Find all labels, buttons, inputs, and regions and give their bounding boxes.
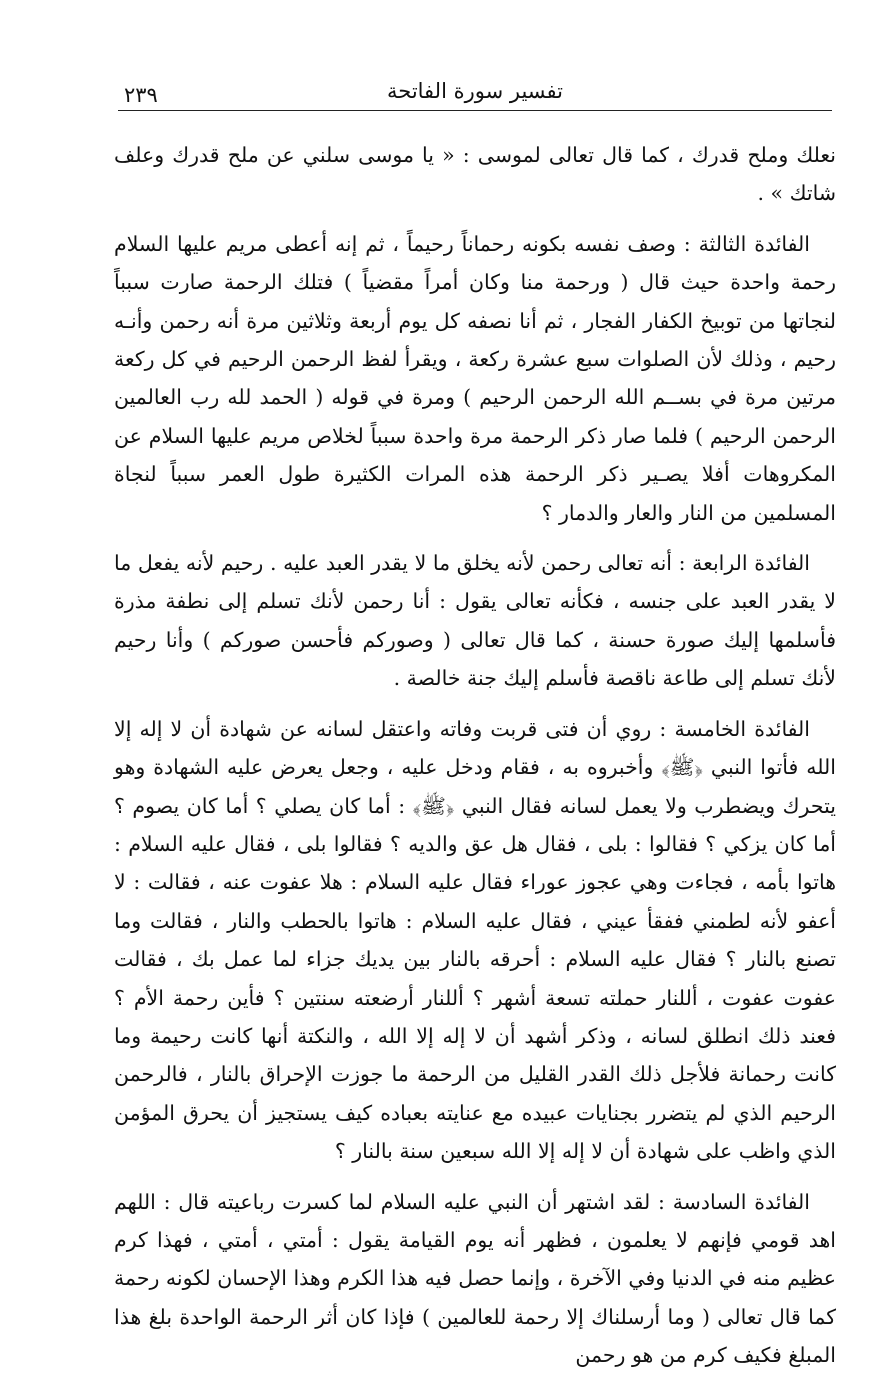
page-header [118,76,832,111]
paragraph-fifth-benefit: الفائدة الخامسة : روي أن فتى قربت وفاته واعتقل لسانه عن شهادة أن لا إله إلا الله فأتوا النبي ﴿ﷺ﴾ وأخبروه به ، فقام ودخل عليه ، وجعل يعرض عليه الشهادة وهو يتحرك ويضطرب ولا يعمل لسانه فقال النبي ﴿ﷺ﴾ : أما كان يصلي ؟ أما كان يصوم ؟ أما كان يزكي ؟ فقالوا : بلى ، فقال هل عق والديه ؟ فقالوا بلى ، فقال عليه السلام : هاتوا بأمه ، فجاءت وهي عجوز عوراء فقال عليه السلام : هلا عفوت عنه ، فقالت : لا أعفو لأنه لطمني ففقأ عيني ، فقال عليه السلام : هاتوا بالحطب والنار ، فقالت وما تصنع بالنار ؟ فقال عليه السلام : أحرقه بالنار بين يديك جزاء لما عمل بك ، فقالت عفوت عفوت ، أللنار حملته تسعة أشهر ؟ أللنار أرضعته سنتين ؟ فأين رحمة الأم ؟ فعند ذلك انطلق لسانه ، وذكر أشهد أن لا إله إلا الله ، والنكتة أنها كانت رحيمة وما كانت رحمانة فلأجل ذلك القدر القليل من الرحمة ما جوزت الإحراق بالنار ، فالرحمن الرحيم الذي لم يتضرر بجنايات عبيده مع عنايته بعباده كيف يستجيز أن يحرق المؤمن الذي واظب على شهادة أن لا إله إلا الله سبعين سنة بالنار ؟ [114,716,836,1164]
running-title: تفسير سورة الفاتحة [387,79,563,103]
paragraph-third-benefit: الفائدة الثالثة : وصف نفسه بكونه رحماناً رحيماً ، ثم إنه أعطى مريم عليها السلام رحمة واحدة حيث قال ( ورحمة منا وكان أمراً مقضياً ) فتلك الرحمة صارت سبباً لنجاتها من توبيخ الكفار الفجار ، ثم أنا نصفه كل يوم أربعة وثلاثين مرة أنه رحمن وأنـه رحيم ، وذلك لأن الصلوات سبع عشرة ركعة ، ويقرأ لفظ الرحمن الرحيم في كل ركعة مرتين مرة في بســم الله الرحمن الرحيم ) ومرة في قوله ( الحمد لله رب العالمين الرحمن الرحيم ) فلما صار ذكر الرحمة مرة واحدة سبباً لخلاص مريم عليها السلام عن المكروهات أفلا يصـير ذكر الرحمة هذه المرات الكثيرة طول العمر سبباً لنجاة المسلمين من النار والعار والدمار ؟ [114,231,836,525]
paragraph-fourth-benefit: الفائدة الرابعة : أنه تعالى رحمن لأنه يخلق ما لا يقدر العبد عليه . رحيم لأنه يفعل ما لا يقدر العبد على جنسه ، فكأنه تعالى يقول : أنا رحمن لأنك تسلم إلى نطفة مذرة فأسلمها إليك صورة حسنة ، كما قال تعالى ( وصوركم فأحسن صوركم ) وأنا رحيم لأنك تسلم إلى طاعة ناقصة فأسلم إليك جنة خالصة . [114,551,836,691]
page-number: ٢٣٩ [124,83,158,107]
paragraph-continuation: نعلك وملح قدرك ، كما قال تعالى لموسى : « يا موسى سلني عن ملح قدرك وعلف شاتك » . [114,143,836,206]
paragraph-sixth-benefit: الفائدة السادسة : لقد اشتهر أن النبي عليه السلام لما كسرت رباعيته قال : اللهم اهد قومي فإنهم لا يعلمون ، فظهر أنه يوم القيامة يقول : أمتي ، أمتي ، فهذا كرم عظيم منه في الدنيا وفي الآخرة ، وإنما حصل فيه هذا الكرم وهذا الإحسان لكونه رحمة كما قال تعالى ( وما أرسلناك إلا رحمة للعالمين ) فإذا كان أثر الرحمة الواحدة بلغ هذا المبلغ فكيف كرم من هو رحمن [114,1189,836,1368]
page-body [114,136,836,1387]
